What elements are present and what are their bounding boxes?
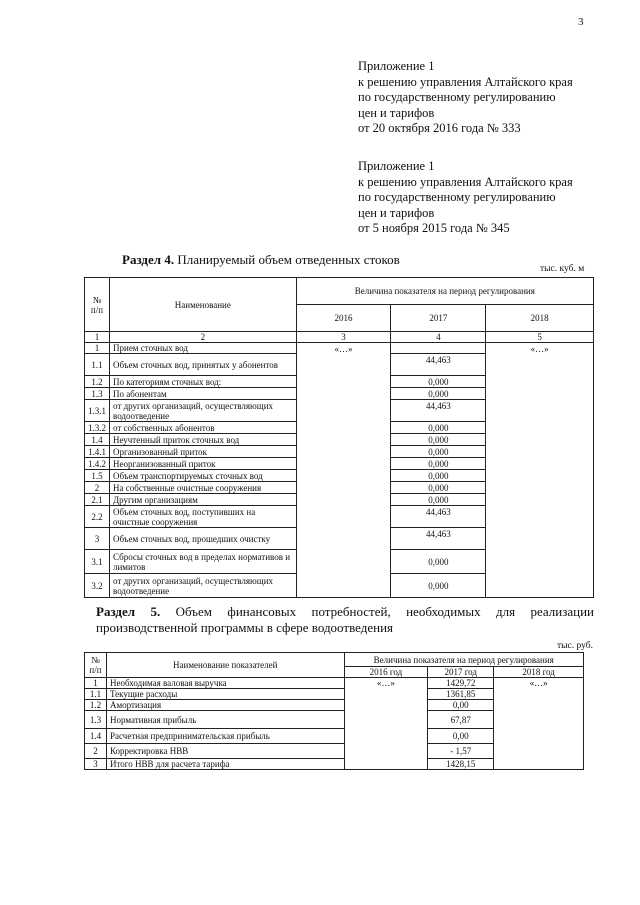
row-num: 1.4 — [85, 434, 110, 446]
row-num: 1.2 — [85, 376, 110, 388]
value-2017: 44,463 — [391, 400, 486, 422]
row-name: Организованный приток — [110, 446, 297, 458]
col-header-year: 2018 — [486, 305, 594, 332]
row-name: Итого НВВ для расчета тарифа — [106, 759, 344, 770]
row-num: 2 — [85, 482, 110, 494]
row-name: Прием сточных вод — [110, 343, 297, 354]
section5-title — [96, 604, 594, 636]
value-2017: - 1,57 — [428, 744, 494, 759]
col-number: 2 — [110, 332, 297, 343]
value-2017: 44,463 — [391, 528, 486, 550]
row-name: Текущие расходы — [106, 689, 344, 700]
col-header-period: Величина показателя на период регулирования — [296, 278, 593, 305]
row-name: Объем транспортируемых сточных вод — [110, 470, 297, 482]
row-num: 1.2 — [85, 700, 107, 711]
row-name: Неорганизованный приток — [110, 458, 297, 470]
col-header-year: 2017 — [391, 305, 486, 332]
col-header-year: 2018 год — [494, 667, 584, 678]
row-name: от собственных абонентов — [110, 422, 297, 434]
row-num: 1 — [85, 678, 107, 689]
appendix-line: от 20 октября 2016 года № 333 — [358, 121, 521, 135]
appendix-line: по государственному регулированию — [358, 190, 556, 204]
value-2017 — [391, 343, 486, 354]
row-name: от других организаций, осуществляющих водоотведение — [110, 574, 297, 598]
row-name: Сбросы сточных вод в пределах нормативов и лимитов — [110, 550, 297, 574]
section5-unit: тыс. руб. — [557, 641, 593, 651]
row-name: Нормативная прибыль — [106, 711, 344, 729]
table-row — [85, 678, 584, 689]
value-2017: 0,000 — [391, 470, 486, 482]
row-num: 1.3.1 — [85, 400, 110, 422]
row-name: Объем сточных вод, принятых у абонентов — [110, 354, 297, 376]
row-num: 3 — [85, 528, 110, 550]
page-number: 3 — [578, 16, 584, 28]
appendix-line: цен и тарифов — [358, 105, 435, 120]
col-header-name: Наименование — [110, 278, 297, 332]
value-2017: 67,87 — [428, 711, 494, 729]
row-name: Объем сточных вод, прошедших очистку — [110, 528, 297, 550]
row-num: 1.1 — [85, 689, 107, 700]
col-header-year: 2016 год — [344, 667, 428, 678]
value-2017: 0,000 — [391, 446, 486, 458]
col-number: 4 — [391, 332, 486, 343]
row-name: Корректировка НВВ — [106, 744, 344, 759]
col-header-year: 2016 — [296, 305, 391, 332]
row-name: Амортизация — [106, 700, 344, 711]
col-header-year: 2017 год — [428, 667, 494, 678]
appendix-block-1 — [358, 59, 573, 137]
appendix-line: к решению управления Алтайского края — [358, 174, 573, 189]
value-2017: 44,463 — [391, 506, 486, 528]
value-2017: 1429,72 — [428, 678, 494, 689]
row-num: 1.4.2 — [85, 458, 110, 470]
row-name: Объем сточных вод, поступивших на очистные сооружения — [110, 506, 297, 528]
placeholder-2018: «…» — [486, 343, 594, 598]
row-num: 1.3 — [85, 711, 107, 729]
value-2017: 0,000 — [391, 422, 486, 434]
row-num: 1.5 — [85, 470, 110, 482]
value-2017: 1428,15 — [428, 759, 494, 770]
row-num: 3.1 — [85, 550, 110, 574]
col-header-period: Величина показателя на период регулирования — [344, 653, 584, 667]
row-num: 2.1 — [85, 494, 110, 506]
value-2017: 0,00 — [428, 729, 494, 744]
value-2017: 0,000 — [391, 376, 486, 388]
col-header-num: № п/п — [85, 653, 107, 678]
col-number: 5 — [486, 332, 594, 343]
row-num: 1.4.1 — [85, 446, 110, 458]
placeholder-2016: «…» — [344, 678, 428, 770]
row-num: 1.3.2 — [85, 422, 110, 434]
appendix-line: Приложение 1 — [358, 59, 435, 73]
row-name: Необходимая валовая выручка — [106, 678, 344, 689]
row-name: По категориям сточных вод: — [110, 376, 297, 388]
section4-label: Раздел 4. — [122, 252, 175, 267]
row-num: 2 — [85, 744, 107, 759]
row-num: 1.4 — [85, 729, 107, 744]
row-name: от других организаций, осуществляющих водоотведение — [110, 400, 297, 422]
value-2017: 0,000 — [391, 434, 486, 446]
value-2017: 0,000 — [391, 482, 486, 494]
row-name: Другим организациям — [110, 494, 297, 506]
col-number: 1 — [85, 332, 110, 343]
appendix-line: Приложение 1 — [358, 159, 435, 173]
col-header-name: Наименование показателей — [106, 653, 344, 678]
table-row — [85, 343, 594, 354]
value-2017: 0,000 — [391, 458, 486, 470]
value-2017: 0,000 — [391, 388, 486, 400]
row-num: 3 — [85, 759, 107, 770]
col-header-num: № п/п — [85, 278, 110, 332]
row-name: На собственные очистные сооружения — [110, 482, 297, 494]
appendix-line: по государственному регулированию — [358, 90, 556, 104]
row-num: 1.3 — [85, 388, 110, 400]
row-num: 1.1 — [85, 354, 110, 376]
section5-heading: Объем финансовых потребностей, необходимых для реализации производственной программы в сфере водоотведения — [96, 604, 594, 635]
appendix-line: от 5 ноября 2015 года № 345 — [358, 221, 510, 235]
row-name: Неучтенный приток сточных вод — [110, 434, 297, 446]
placeholder-2018: «…» — [494, 678, 584, 770]
placeholder-2016: «…» — [296, 343, 391, 598]
value-2017: 0,000 — [391, 494, 486, 506]
row-name: По абонентам — [110, 388, 297, 400]
value-2017: 1361,85 — [428, 689, 494, 700]
col-number: 3 — [296, 332, 391, 343]
row-num: 3.2 — [85, 574, 110, 598]
section4-title — [122, 252, 400, 268]
row-num: 1 — [85, 343, 110, 354]
section4-heading: Планируемый объем отведенных стоков — [177, 252, 400, 267]
value-2017: 0,000 — [391, 550, 486, 574]
section4-table — [84, 277, 594, 598]
row-num: 2.2 — [85, 506, 110, 528]
appendix-block-2 — [358, 159, 573, 237]
row-name: Расчетная предпринимательская прибыль — [106, 729, 344, 744]
section4-unit: тыс. куб. м — [540, 264, 585, 274]
section5-table — [84, 652, 584, 770]
appendix-line: к решению управления Алтайского края — [358, 74, 573, 89]
section5-label: Раздел 5. — [96, 604, 161, 619]
value-2017: 0,000 — [391, 574, 486, 598]
appendix-line: цен и тарифов — [358, 205, 435, 220]
value-2017: 0,00 — [428, 700, 494, 711]
value-2017: 44,463 — [391, 354, 486, 376]
